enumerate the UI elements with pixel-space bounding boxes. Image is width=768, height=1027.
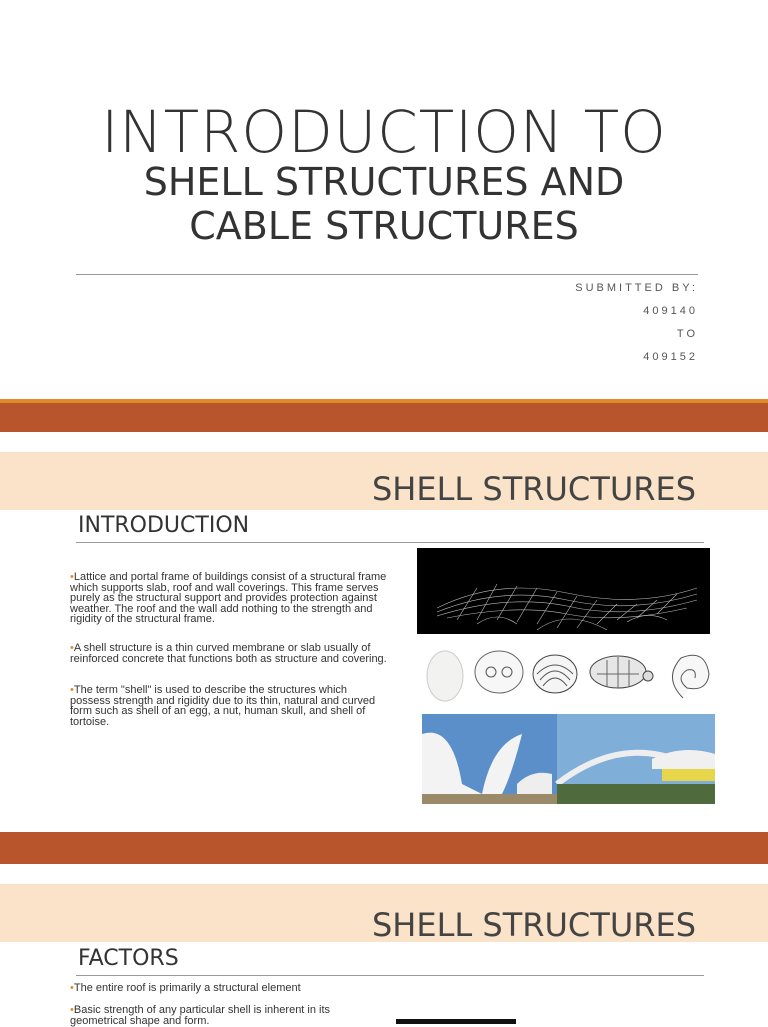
section-title: FACTORS [78, 946, 179, 971]
natural-shells-image [425, 648, 713, 704]
submitted-from-id: 409140 [643, 305, 698, 317]
bullet-item: •The entire roof is primarily a structural element [70, 982, 301, 994]
shell-buildings-image [422, 714, 715, 804]
shell-mesh-image [417, 548, 710, 634]
slide-separator-band [0, 403, 768, 432]
slide-title: SHELL STRUCTURES [371, 906, 696, 944]
submitted-to-id: 409152 [643, 351, 698, 363]
title-line-1: INTRODUCTION TO [101, 98, 667, 166]
section-divider [76, 975, 704, 976]
slide-separator-band [0, 832, 768, 864]
image-edge [396, 1019, 516, 1024]
title-line-3: CABLE STRUCTURES [189, 204, 579, 248]
bullet-item: •The term "shell" is used to describe the structures which possess strength and rigidity due to its thin, natural and curved form such as shell of an egg, a nut, human skull, and shell of tortoise. [70, 684, 376, 728]
submitted-to-word: TO [676, 328, 698, 340]
bullet-item: •A shell structure is a thin curved membrane or slab usually of reinforced concrete that functions both as structure and covering. [70, 642, 387, 665]
bullet-item: •Lattice and portal frame of buildings consist of a structural frame which supports slab, roof and wall coverings. This frame serves purely as the structural support and provides protection against weather. The roof and the wall add nothing to the strength and rigidity of the structural frame. [70, 571, 387, 625]
title-line-2: SHELL STRUCTURES AND [143, 160, 625, 204]
title-slide [0, 0, 768, 400]
section-divider [76, 542, 704, 543]
slide-title: SHELL STRUCTURES [371, 470, 696, 508]
section-title: INTRODUCTION [78, 513, 250, 538]
submitted-label: SUBMITTED BY: [575, 282, 698, 294]
title-divider [76, 274, 698, 275]
bullet-item: •Basic strength of any particular shell is inherent in its geometrical shape and form. [70, 1004, 331, 1027]
